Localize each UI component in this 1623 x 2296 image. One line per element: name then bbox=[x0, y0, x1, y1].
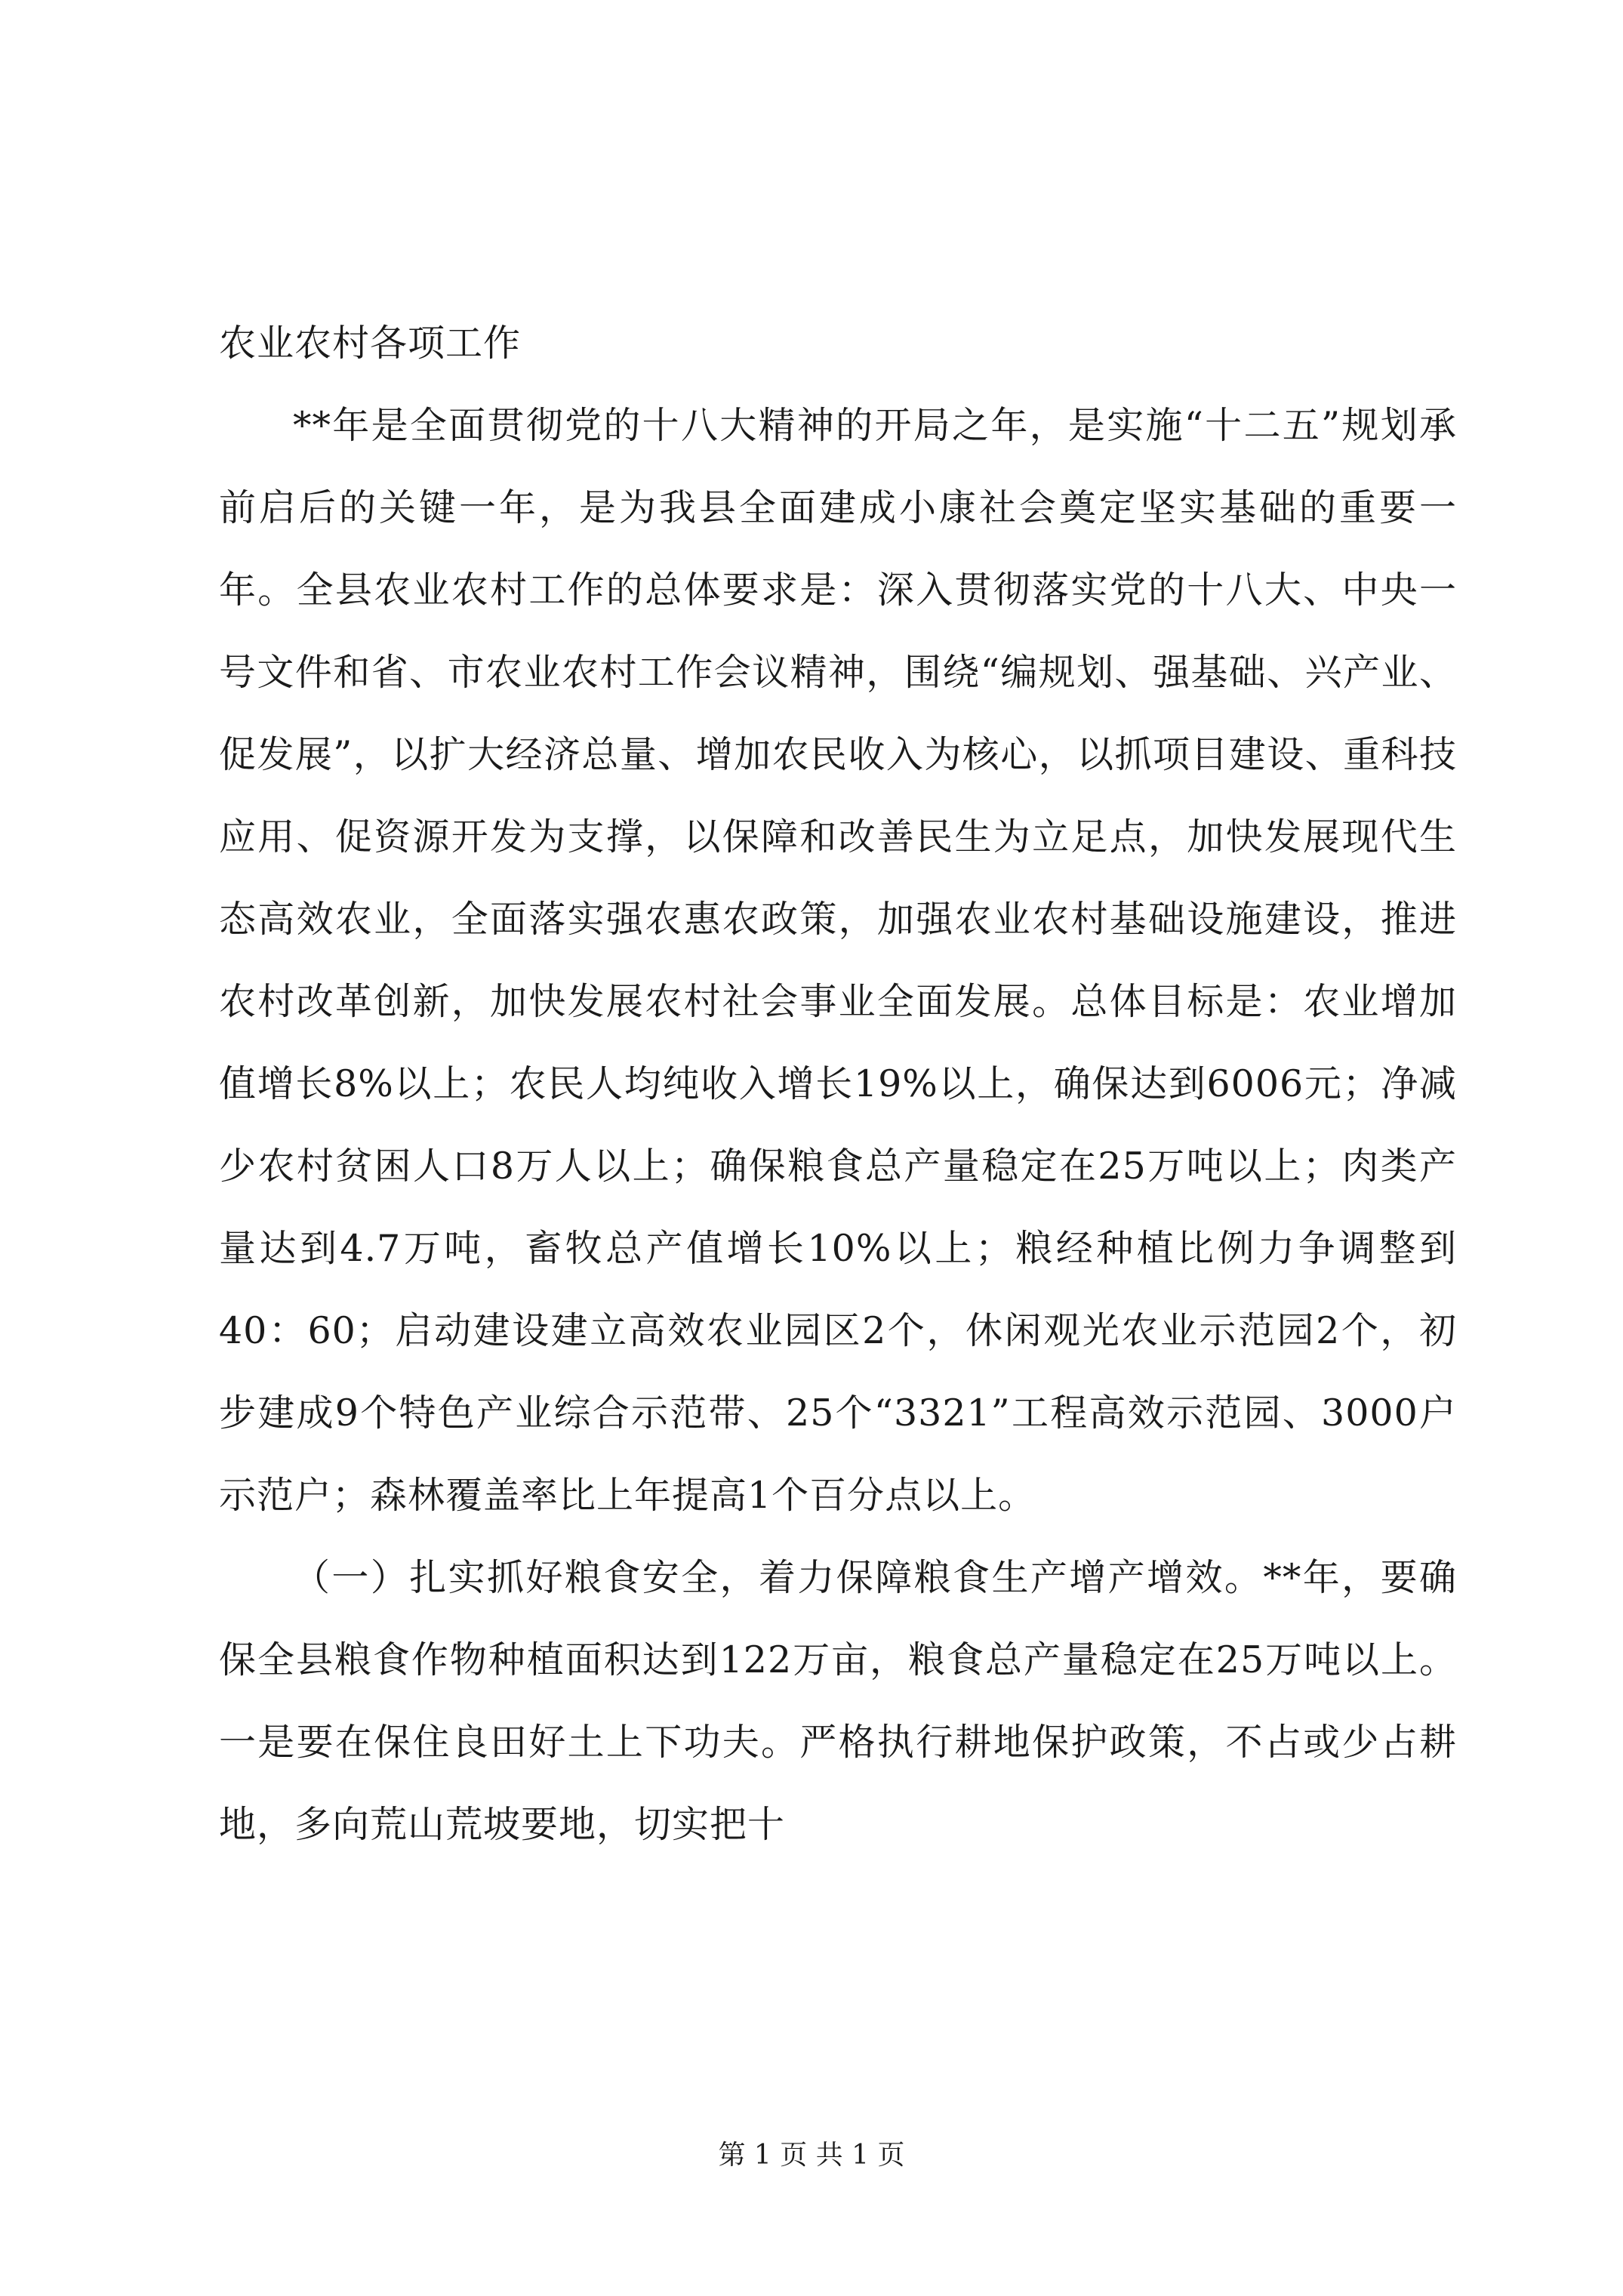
page-footer: 第 1 页 共 1 页 bbox=[718, 2140, 905, 2171]
paragraph-overview: **年是全面贯彻党的十八大精神的开局之年，是实施“十二五”规划承前启后的关键一年，是为我县全面建成小康社会奠定坚实基础的重要一年。全县农业农村工作的总体要求是：深入贯彻落实党的十八大、中央一号文件和省、市农业农村工作会议精神，围绕“编规划、强基础、兴产业、促发展”，以扩大经济总量、增加农民收入为核心，以抓项目建设、重科技应用、促资源开发为支撑，以保障和改善民生为立足点，加快发展现代生态高效农业，全面落实强农惠农政策，加强农业农村基础设施建设，推进农村改革创新，加快发展农村社会事业全面发展。总体目标是：农业增加值增长8%以上；农民人均纯收入增长19%以上，确保达到6006元；净减少农村贫困人口8万人以上；确保粮食总产量稳定在25万吨以上；肉类产量达到4.7万吨，畜牧总产值增长10%以上；粮经种植比例力争调整到40：60；启动建设建立高效农业园区2个，休闲观光农业示范园2个，初步建成9个特色产业综合示范带、25个“3321”工程高效示范园、3000户示范户；森林覆盖率比上年提高1个百分点以上。 bbox=[219, 404, 1457, 1517]
document-body bbox=[219, 302, 1457, 1866]
paragraph-grain-security: （一）扎实抓好粮食安全，着力保障粮食生产增产增效。**年，要确保全县粮食作物种植面积达到122万亩，粮食总产量稳定在25万吨以上。一是要在保住良田好土上下功夫。严格执行耕地保护政策，不占或少占耕地，多向荒山荒坡要地，切实把十 bbox=[219, 1556, 1457, 1846]
section-heading: 农业农村各项工作 bbox=[219, 322, 522, 365]
